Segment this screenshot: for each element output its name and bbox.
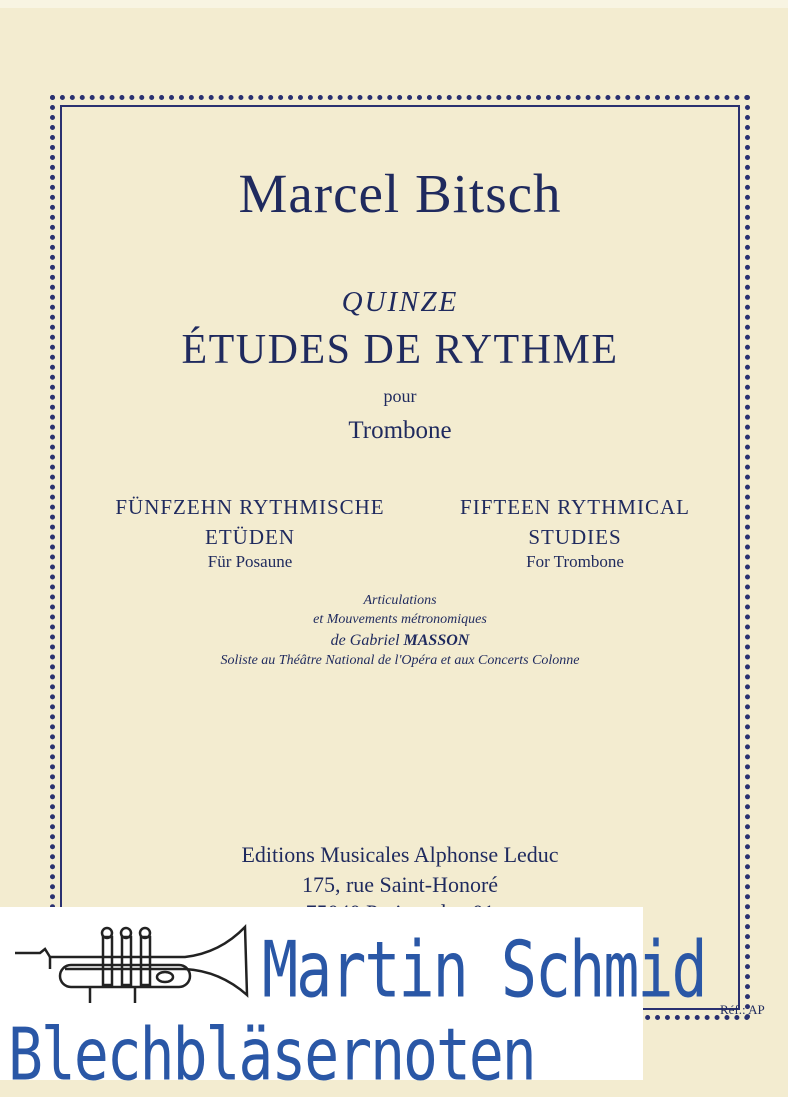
english-instrument: For Trombone xyxy=(526,552,624,571)
composer-name: Marcel Bitsch xyxy=(238,163,562,224)
publisher-name: Editions Musicales Alphonse Leduc xyxy=(241,842,559,867)
reference-number: Réf.: AP xyxy=(720,1002,765,1017)
watermark-line1: Martin Schmid xyxy=(262,925,706,1016)
instrument-name: Trombone xyxy=(348,417,452,444)
english-title-line2: STUDIES xyxy=(528,525,622,549)
credits-metronome: et Mouvements métronomiques xyxy=(313,612,487,627)
german-instrument: Für Posaune xyxy=(207,552,293,571)
german-title-line1: FÜNFZEHN RYTHMISCHE xyxy=(115,495,385,519)
german-title-line2: ETÜDEN xyxy=(205,525,295,549)
credits-soloist: Soliste au Théâtre National de l'Opéra et aux Concerts Colonne xyxy=(220,653,580,668)
english-title-line1: FIFTEEN RYTHMICAL xyxy=(460,495,690,519)
credits-editor xyxy=(0,632,788,650)
trumpet-icon xyxy=(5,915,255,1010)
title-quinze: QUINZE xyxy=(341,286,459,318)
publisher-address: 175, rue Saint-Honoré xyxy=(301,872,499,897)
credits-articulations: Articulations xyxy=(363,593,437,608)
credits-editor-prefix: de Gabriel xyxy=(330,632,400,649)
title-pour: pour xyxy=(383,386,417,406)
credits-editor-name: MASSON xyxy=(403,632,470,649)
main-title: ÉTUDES DE RYTHME xyxy=(181,327,619,373)
watermark-line2: Blechbläsernoten xyxy=(8,1012,535,1097)
page-top-edge xyxy=(0,0,788,8)
